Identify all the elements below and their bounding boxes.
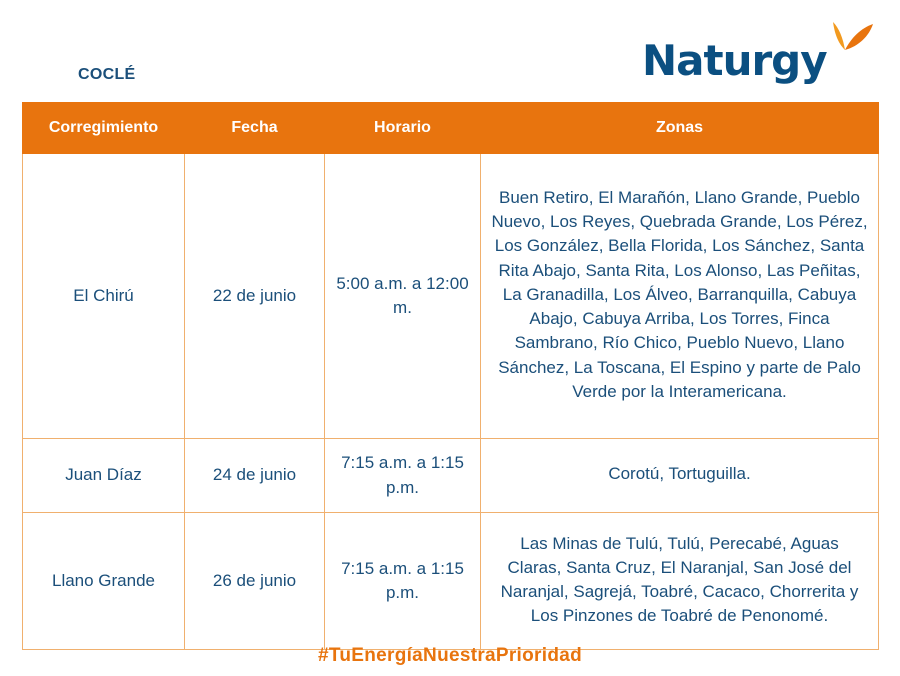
cell-horario: 7:15 a.m. a 1:15 p.m. [325, 513, 481, 650]
table-row [23, 154, 879, 439]
cell-corregimiento: El Chirú [23, 154, 185, 439]
cell-horario: 7:15 a.m. a 1:15 p.m. [325, 439, 481, 513]
butterfly-icon [829, 20, 875, 72]
cell-zonas: Corotú, Tortuguilla. [481, 439, 879, 513]
cell-fecha: 22 de junio [185, 154, 325, 439]
table-header-row [23, 103, 879, 154]
cell-fecha: 24 de junio [185, 439, 325, 513]
cell-corregimiento: Juan Díaz [23, 439, 185, 513]
province-title: COCLÉ [78, 66, 136, 83]
brand-name: Naturgy [642, 36, 827, 85]
table-row [23, 513, 879, 650]
campaign-hashtag: #TuEnergíaNuestraPrioridad [317, 645, 582, 666]
cell-zonas: Buen Retiro, El Marañón, Llano Grande, Pueblo Nuevo, Los Reyes, Quebrada Grande, Los Pérez, Los González, Bella Florida, Los Sánchez, Santa Rita Abajo, Santa Rita, Los Alonso, Las Peñitas, La Granadilla, Los Álveo, Barranquilla, Cabuya Abajo, Cabuya Arriba, Los Torres, Finca Sambrano, Río Chico, Pueblo Nuevo, Llano Sánchez, La Toscana, El Espino y parte de Palo Verde por la Interamericana. [481, 154, 879, 439]
column-header-horario: Horario [325, 103, 481, 154]
column-header-corregimiento: Corregimiento [23, 103, 185, 154]
column-header-zonas: Zonas [481, 103, 879, 154]
cell-corregimiento: Llano Grande [23, 513, 185, 650]
schedule-table [22, 102, 879, 650]
cell-fecha: 26 de junio [185, 513, 325, 650]
cell-horario: 5:00 a.m. a 12:00 m. [325, 154, 481, 439]
column-header-fecha: Fecha [185, 103, 325, 154]
table-row [23, 439, 879, 513]
cell-zonas: Las Minas de Tulú, Tulú, Perecabé, Aguas Claras, Santa Cruz, El Naranjal, San José del Naranjal, Sagrejá, Toabré, Cacaco, Chorrerita y Los Pinzones de Toabré de Penonomé. [481, 513, 879, 650]
naturgy-logo [642, 20, 875, 85]
